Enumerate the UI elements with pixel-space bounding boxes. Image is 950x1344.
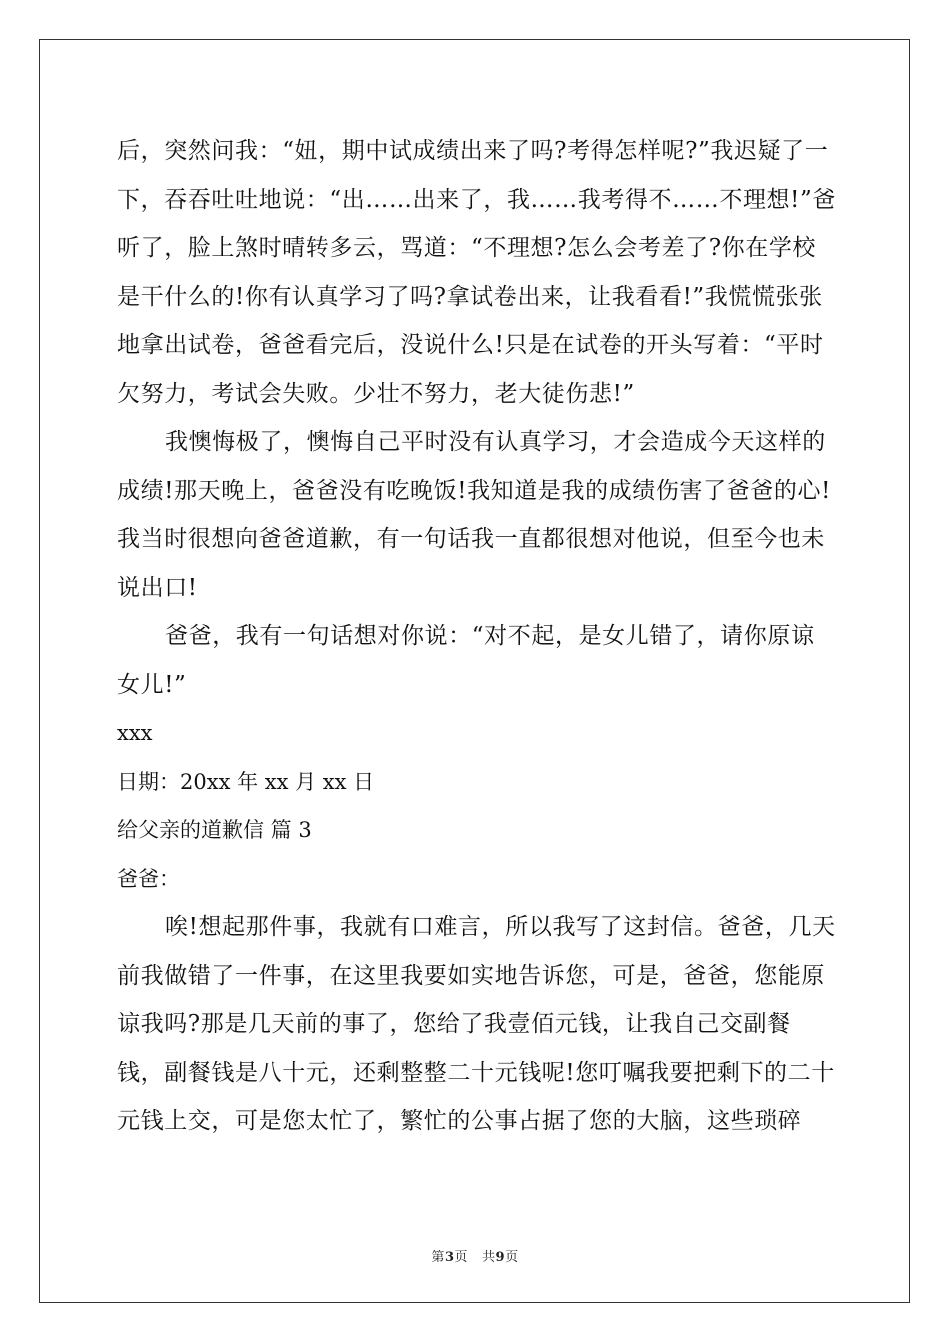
page-footer [0, 1246, 950, 1265]
letter-body-paragraph: 唉!想起那件事，我就有口难言，所以我写了这封信。爸爸，几天前我做错了一件事，在这里我要如实地告诉您，可是，爸爸，您能原谅我吗?那是几天前的事了，您给了我壹佰元钱，让我自己交副餐钱，副餐钱是八十元，还剩整整二十元钱呢!您叮嘱我要把剩下的二十元钱上交，可是您太忙了，繁忙的公事占据了您的大脑，这些琐碎 [117, 914, 836, 1134]
document-body [117, 127, 837, 1146]
paragraph-1: 后，突然问我：“妞，期中试成绩出来了吗?考得怎样呢?”我迟疑了一下，吞吞吐吐地说：“出……出来了，我……我考得不……不理想!”爸听了，脸上煞时晴转多云，骂道：“不理想?怎么会考差了?你在学校是干什么的!你有认真学习了吗?拿试卷出来，让我看看!”我慌慌张张地拿出试卷，爸爸看完后，没说什么!只是在试卷的开头写着：“平时欠努力，考试会失败。少壮不努力，老大徒伤悲!” [117, 138, 836, 407]
page-total: 9 [495, 1250, 506, 1265]
total-prefix: 共 [482, 1250, 496, 1265]
paragraph-2: 我懊悔极了，懊悔自己平时没有认真学习，才会造成今天这样的成绩!那天晚上，爸爸没有吃晚饭!我知道是我的成绩伤害了爸爸的心!我当时很想向爸爸道歉，有一句话我一直都很想对他说，但至今也未说出口! [117, 429, 831, 601]
page-suffix: 页 [454, 1250, 468, 1265]
total-suffix: 页 [505, 1250, 519, 1265]
signature: xxx [117, 721, 153, 745]
paragraph-3: 爸爸，我有一句话想对你说：“对不起，是女儿错了，请你原谅女儿!” [117, 623, 815, 698]
date-line: 日期：20xx 年 xx 月 xx 日 [117, 769, 375, 794]
salutation: 爸爸： [117, 866, 180, 891]
section-title: 给父亲的道歉信 篇 3 [117, 818, 312, 842]
page-prefix: 第 [431, 1250, 445, 1265]
page-current: 3 [444, 1250, 455, 1265]
